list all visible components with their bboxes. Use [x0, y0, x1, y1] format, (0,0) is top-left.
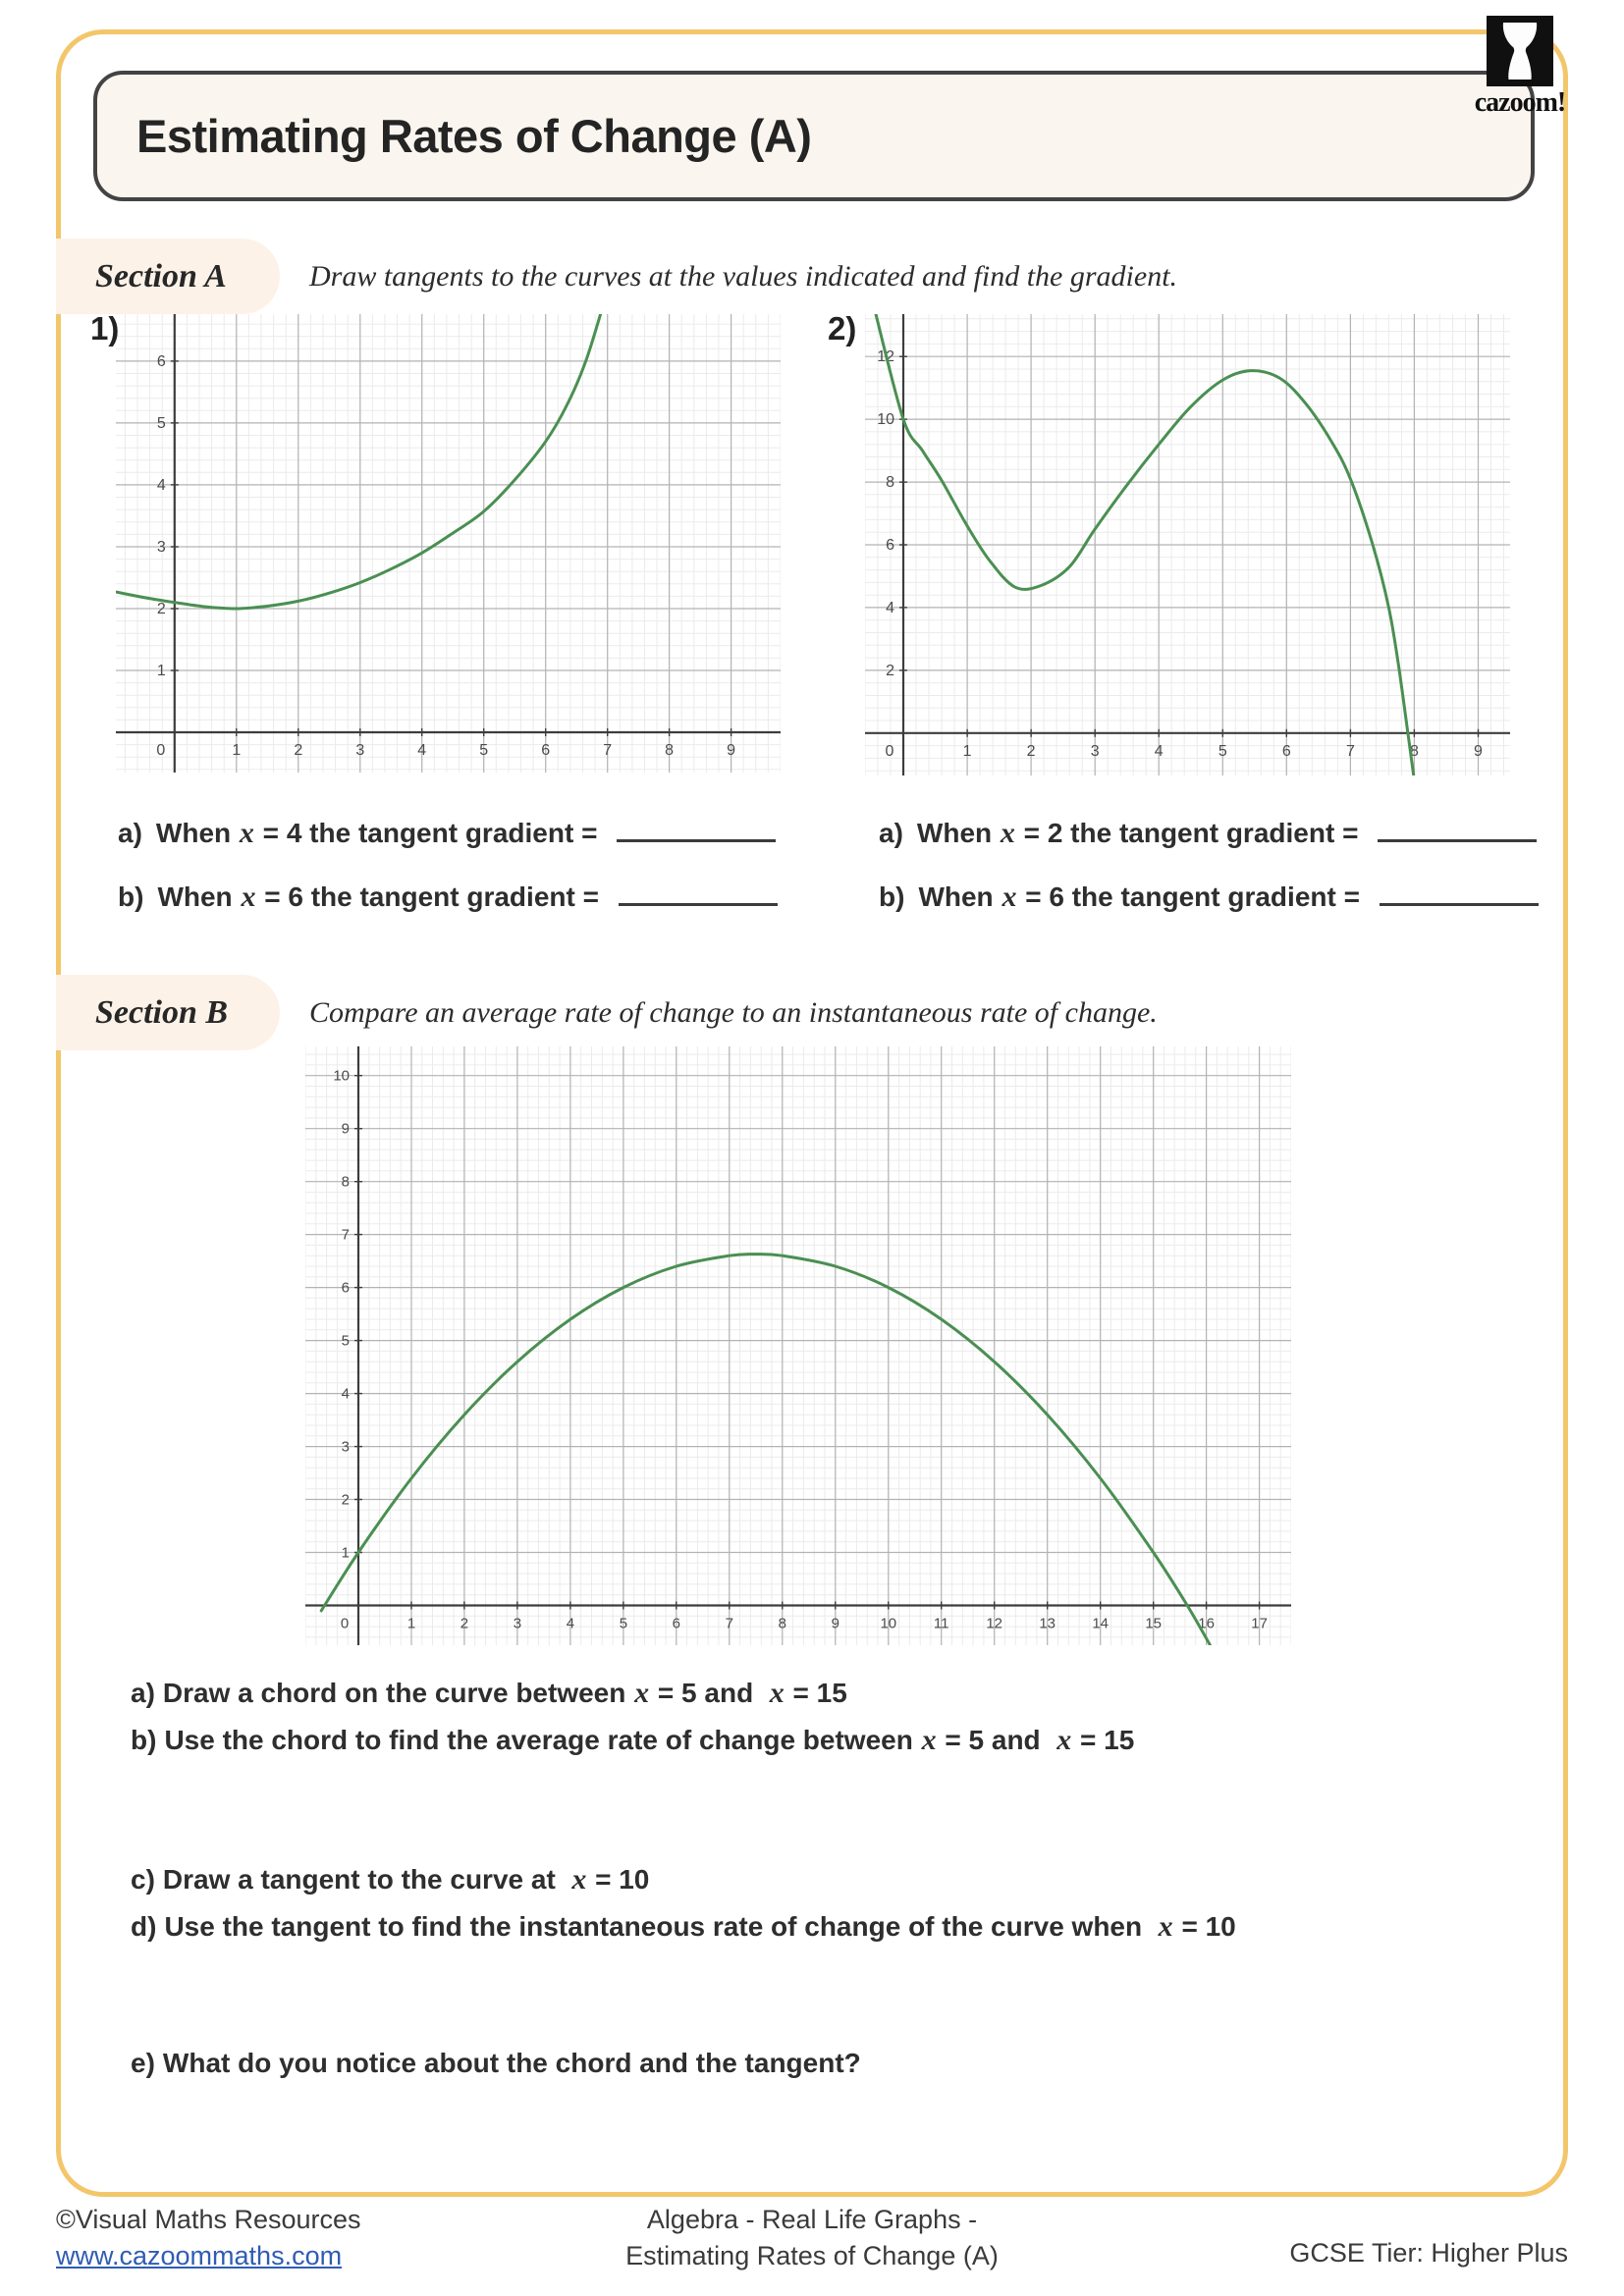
svg-text:6: 6 — [156, 352, 166, 370]
svg-text:9: 9 — [831, 1615, 839, 1632]
answer-prefix: b) — [879, 881, 905, 912]
answer-prefix: b) — [118, 881, 144, 912]
svg-text:3: 3 — [341, 1438, 350, 1456]
grid-major — [116, 314, 781, 773]
answer-row-2a — [879, 813, 1537, 850]
cazoom-logo-text: cazoom! — [1474, 87, 1566, 118]
svg-text:6: 6 — [341, 1279, 350, 1297]
svg-text:3: 3 — [1090, 742, 1100, 760]
section-a-pill — [56, 239, 280, 314]
svg-text:1: 1 — [406, 1615, 416, 1632]
question-c — [131, 1863, 649, 1896]
svg-text:12: 12 — [877, 348, 894, 366]
svg-text:16: 16 — [1198, 1615, 1215, 1632]
svg-text:6: 6 — [1281, 742, 1291, 760]
footer-topic-line1: Algebra - Real Life Graphs - — [646, 2205, 978, 2234]
tick-labels — [877, 348, 1483, 760]
question-prefix: e) — [131, 2048, 155, 2078]
answer-text: When x = 2 the tangent gradient = — [917, 818, 1537, 848]
footer-topic-line2: Estimating Rates of Change (A) — [625, 2241, 999, 2270]
question-a — [131, 1677, 847, 1710]
svg-text:7: 7 — [603, 742, 613, 759]
svg-text:8: 8 — [778, 1615, 786, 1632]
answer-blank-line — [1378, 813, 1537, 842]
question-prefix: d) — [131, 1911, 157, 1942]
svg-text:10: 10 — [877, 411, 894, 429]
grid-major — [865, 314, 1510, 775]
svg-text:0: 0 — [156, 742, 166, 759]
graph-2-number: 2) — [828, 310, 857, 347]
svg-text:4: 4 — [886, 599, 894, 616]
svg-text:15: 15 — [1145, 1615, 1163, 1632]
svg-text:8: 8 — [665, 742, 675, 759]
question-text: Draw a chord on the curve between x = 5 and x = 15 — [162, 1677, 847, 1709]
footer-copyright: ©Visual Maths Resources — [56, 2205, 361, 2234]
svg-text:3: 3 — [355, 742, 365, 759]
svg-text:4: 4 — [1154, 742, 1164, 760]
svg-text:1: 1 — [341, 1544, 350, 1562]
question-text: What do you notice about the chord and the tangent? — [162, 2048, 861, 2078]
tick-labels — [333, 1068, 1268, 1632]
svg-text:6: 6 — [886, 537, 894, 554]
header — [93, 71, 1535, 201]
cazoom-drum-icon — [1487, 16, 1553, 86]
tick-labels — [156, 353, 735, 759]
section-b-pill — [56, 975, 280, 1050]
svg-text:2: 2 — [341, 1491, 350, 1509]
svg-text:7: 7 — [725, 1615, 733, 1632]
answer-row-2b — [879, 877, 1539, 914]
question-text: Use the tangent to find the instantaneous rate of change of the curve when x = 10 — [164, 1910, 1236, 1943]
svg-text:1: 1 — [962, 742, 972, 760]
answer-row-1b — [118, 877, 778, 914]
section-b-instruction: Compare an average rate of change to an instantaneous rate of change. — [309, 995, 1158, 1029]
svg-text:13: 13 — [1039, 1615, 1056, 1632]
graph-3-canvas — [305, 1046, 1291, 1645]
svg-text:9: 9 — [1474, 742, 1483, 760]
svg-text:6: 6 — [541, 742, 551, 759]
section-a-instruction: Draw tangents to the curves at the values indicated and find the gradient. — [309, 259, 1178, 293]
svg-text:14: 14 — [1092, 1615, 1110, 1632]
answer-prefix: a) — [118, 818, 142, 848]
svg-text:4: 4 — [341, 1385, 350, 1403]
axes — [116, 314, 781, 773]
graph-1-canvas — [116, 314, 781, 773]
svg-text:3: 3 — [156, 539, 166, 556]
svg-text:10: 10 — [333, 1067, 350, 1085]
svg-text:7: 7 — [341, 1226, 350, 1244]
cazoom-logo — [1463, 16, 1577, 119]
question-e — [131, 2048, 861, 2079]
question-prefix: b) — [131, 1725, 157, 1755]
svg-text:2: 2 — [294, 742, 303, 759]
svg-text:0: 0 — [885, 742, 894, 760]
svg-text:6: 6 — [672, 1615, 680, 1632]
svg-text:5: 5 — [619, 1615, 628, 1632]
answer-prefix: a) — [879, 818, 903, 848]
svg-text:5: 5 — [479, 742, 489, 759]
question-b — [131, 1724, 1134, 1757]
answer-blank-line — [1380, 877, 1539, 906]
svg-text:2: 2 — [460, 1615, 469, 1632]
svg-text:8: 8 — [341, 1173, 350, 1191]
svg-text:4: 4 — [417, 742, 427, 759]
question-prefix: a) — [131, 1678, 155, 1708]
svg-text:5: 5 — [341, 1332, 350, 1350]
svg-text:1: 1 — [156, 663, 166, 679]
grid-minor — [305, 1046, 1291, 1645]
svg-text:11: 11 — [933, 1615, 949, 1632]
answer-text: When x = 4 the tangent gradient = — [156, 818, 776, 848]
svg-text:9: 9 — [727, 742, 736, 759]
svg-text:7: 7 — [1345, 742, 1355, 760]
question-prefix: c) — [131, 1864, 155, 1895]
answer-blank-line — [617, 813, 776, 842]
graph-1-number: 1) — [90, 310, 120, 347]
svg-text:4: 4 — [156, 476, 166, 494]
question-text: Draw a tangent to the curve at x = 10 — [162, 1863, 650, 1896]
section-b-label: Section B — [95, 993, 229, 1031]
svg-text:1: 1 — [232, 742, 242, 759]
section-a-label: Section A — [95, 257, 227, 294]
answer-blank-line — [619, 877, 778, 906]
svg-text:0: 0 — [340, 1615, 350, 1632]
svg-text:5: 5 — [156, 414, 166, 432]
svg-text:2: 2 — [156, 601, 166, 617]
page-title: Estimating Rates of Change (A) — [136, 110, 812, 162]
answer-row-1a — [118, 813, 776, 850]
answer-text: When x = 6 the tangent gradient = — [157, 881, 777, 912]
svg-text:4: 4 — [566, 1615, 575, 1632]
svg-text:17: 17 — [1251, 1615, 1268, 1632]
svg-text:8: 8 — [886, 474, 894, 492]
svg-text:8: 8 — [1409, 742, 1419, 760]
svg-text:2: 2 — [886, 662, 894, 679]
svg-text:5: 5 — [1218, 742, 1227, 760]
svg-text:3: 3 — [513, 1615, 522, 1632]
question-d — [131, 1910, 1236, 1944]
graph-2-canvas — [865, 314, 1510, 775]
curve — [116, 314, 601, 609]
footer-tier: GCSE Tier: Higher Plus — [1289, 2238, 1568, 2268]
footer-link[interactable]: www.cazoommaths.com — [56, 2241, 343, 2270]
question-text: Use the chord to find the average rate of change between x = 5 and x = 15 — [164, 1724, 1135, 1756]
grid-minor — [116, 314, 781, 773]
svg-text:2: 2 — [1026, 742, 1036, 760]
svg-text:12: 12 — [986, 1615, 1003, 1632]
curve — [321, 1255, 1212, 1645]
svg-text:9: 9 — [341, 1120, 350, 1138]
answer-text: When x = 6 the tangent gradient = — [918, 881, 1538, 912]
svg-text:10: 10 — [880, 1615, 897, 1632]
